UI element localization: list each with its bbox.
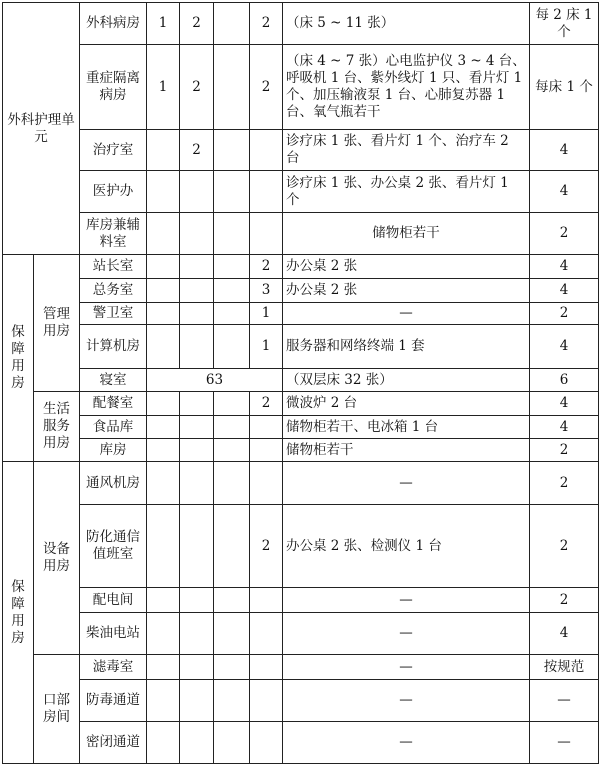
value-cell [214,303,250,325]
count-cell: 2 [530,505,599,588]
value-cell [147,613,180,655]
count-cell: 4 [530,416,599,439]
room-name: 站长室 [80,255,147,279]
table-row [3,130,599,171]
value-cell [214,279,250,303]
room-name: 计算机房 [80,325,147,369]
table-row [3,213,599,255]
description-cell: — [283,462,530,505]
value-cell [147,655,180,680]
description-cell: 办公桌 2 张 [283,279,530,303]
room-name: 防化通信值班室 [80,505,147,588]
description-cell: 服务器和网络终端 1 套 [283,325,530,369]
table-row [3,325,599,369]
zone-cell: 保障用房 [3,255,34,462]
value-cell [250,680,283,722]
table-row [3,416,599,439]
room-name: 总务室 [80,279,147,303]
value-cell [147,171,180,213]
count-cell: 4 [530,171,599,213]
value-cell [250,416,283,439]
value-cell [147,722,180,764]
room-name: 库房兼辅料室 [80,213,147,255]
count-cell: 2 [530,213,599,255]
value-cell: 3 [250,279,283,303]
value-cell [250,462,283,505]
count-cell: 4 [530,279,599,303]
description-cell: （床 4 ~ 7 张）心电监护仪 3 ~ 4 台、呼吸机 1 台、紫外线灯 1 只、看片灯 1 个、加压输液泵 1 台、心肺复苏器 1 台、氧气瓶若干 [283,45,530,130]
table-row [3,613,599,655]
count-cell: 2 [530,303,599,325]
value-cell: 2 [180,3,214,45]
value-cell: 1 [250,325,283,369]
value-cell [147,505,180,588]
room-name: 配电间 [80,588,147,613]
count-cell: — [530,722,599,764]
description-cell: 诊疗床 1 张、看片灯 1 个、治疗车 2 台 [283,130,530,171]
count-cell: 4 [530,255,599,279]
value-cell: 2 [250,392,283,416]
count-cell: 6 [530,369,599,392]
value-cell: 2 [250,255,283,279]
value-cell [250,588,283,613]
value-cell [147,588,180,613]
table-row [3,462,599,505]
value-cell [214,588,250,613]
description-cell: 储物柜若干 [283,439,530,462]
value-cell [214,3,250,45]
value-cell [214,722,250,764]
room-name: 食品库 [80,416,147,439]
value-cell [214,416,250,439]
count-cell: — [530,680,599,722]
value-cell [214,325,250,369]
value-cell [147,416,180,439]
value-cell [214,392,250,416]
room-name: 配餐室 [80,392,147,416]
subzone-cell: 设备用房 [34,462,80,655]
subzone-cell: 口部房间 [34,655,80,764]
value-cell [214,213,250,255]
value-cell [180,439,214,462]
description-cell: 储物柜若干 [283,213,530,255]
count-cell: 每床 1 个 [530,45,599,130]
value-cell [180,505,214,588]
value-cell [147,255,180,279]
description-cell: 办公桌 2 张、检测仪 1 台 [283,505,530,588]
value-cell [147,325,180,369]
value-cell: 2 [180,45,214,130]
value-cell [147,462,180,505]
table-row [3,45,599,130]
description-cell: — [283,613,530,655]
value-cell [250,171,283,213]
value-cell [250,655,283,680]
table-row [3,588,599,613]
room-name: 密闭通道 [80,722,147,764]
value-cell [180,588,214,613]
description-cell: — [283,655,530,680]
value-cell [214,505,250,588]
table-row [3,171,599,213]
value-cell [214,613,250,655]
table-row [3,392,599,416]
count-cell: 2 [530,588,599,613]
value-cell [147,392,180,416]
room-spec-table [2,2,599,764]
count-cell: 4 [530,325,599,369]
value-cell [180,213,214,255]
value-cell [214,255,250,279]
value-cell: 2 [250,505,283,588]
value-cell [180,680,214,722]
description-cell: — [283,722,530,764]
room-name: 通风机房 [80,462,147,505]
table-row [3,722,599,764]
value-cell [180,171,214,213]
room-name: 寝室 [80,369,147,392]
value-cell [250,722,283,764]
count-cell: 每 2 床 1 个 [530,3,599,45]
count-cell: 2 [530,462,599,505]
value-cell [147,439,180,462]
value-cell: 1 [147,45,180,130]
description-cell: — [283,303,530,325]
table-row [3,3,599,45]
room-name: 外科病房 [80,3,147,45]
room-name: 库房 [80,439,147,462]
count-cell: 4 [530,613,599,655]
value-cell [147,130,180,171]
value-cell [180,255,214,279]
count-cell: 按规范 [530,655,599,680]
value-cell [250,130,283,171]
table-row [3,279,599,303]
room-name: 医护办 [80,171,147,213]
table-row [3,505,599,588]
value-cell [147,213,180,255]
value-cell [180,303,214,325]
count-cell: 2 [530,439,599,462]
value-cell: 2 [250,3,283,45]
description-cell: 办公桌 2 张 [283,255,530,279]
room-name: 滤毒室 [80,655,147,680]
value-cell [147,279,180,303]
table-row [3,255,599,279]
value-cell: 2 [250,45,283,130]
value-cell: 2 [180,130,214,171]
description-cell: 微波炉 2 台 [283,392,530,416]
zone-cell: 外科护理单元 [3,3,80,255]
value-cell [250,613,283,655]
description-cell: — [283,588,530,613]
description-cell: 储物柜若干、电冰箱 1 台 [283,416,530,439]
room-name: 警卫室 [80,303,147,325]
value-cell [214,439,250,462]
table-row [3,303,599,325]
value-cell [180,325,214,369]
room-name: 重症隔离病房 [80,45,147,130]
subzone-cell: 管理用房 [34,255,80,392]
value-cell [180,392,214,416]
value-cell [214,171,250,213]
value-cell [250,213,283,255]
room-name: 柴油电站 [80,613,147,655]
count-cell: 4 [530,392,599,416]
subzone-cell: 生活服务用房 [34,392,80,462]
room-name: 防毒通道 [80,680,147,722]
value-cell [180,279,214,303]
value-cell [180,722,214,764]
value-cell [250,439,283,462]
table-row [3,439,599,462]
value-cell [214,45,250,130]
value-cell [214,680,250,722]
description-cell: 诊疗床 1 张、办公桌 2 张、看片灯 1 个 [283,171,530,213]
description-cell: （双层床 32 张） [283,369,530,392]
value-cell [214,655,250,680]
table-row [3,680,599,722]
value-cell [180,462,214,505]
table-row [3,369,599,392]
value-cell [214,462,250,505]
merged-value-cell: 63 [147,369,283,392]
value-cell [147,680,180,722]
zone-cell: 保障用房 [3,462,34,764]
value-cell: 1 [250,303,283,325]
description-cell: — [283,680,530,722]
value-cell [180,613,214,655]
value-cell [147,303,180,325]
table-row [3,655,599,680]
count-cell: 4 [530,130,599,171]
value-cell [180,416,214,439]
value-cell [214,130,250,171]
value-cell: 1 [147,3,180,45]
room-name: 治疗室 [80,130,147,171]
description-cell: （床 5 ~ 11 张） [283,3,530,45]
value-cell [180,655,214,680]
